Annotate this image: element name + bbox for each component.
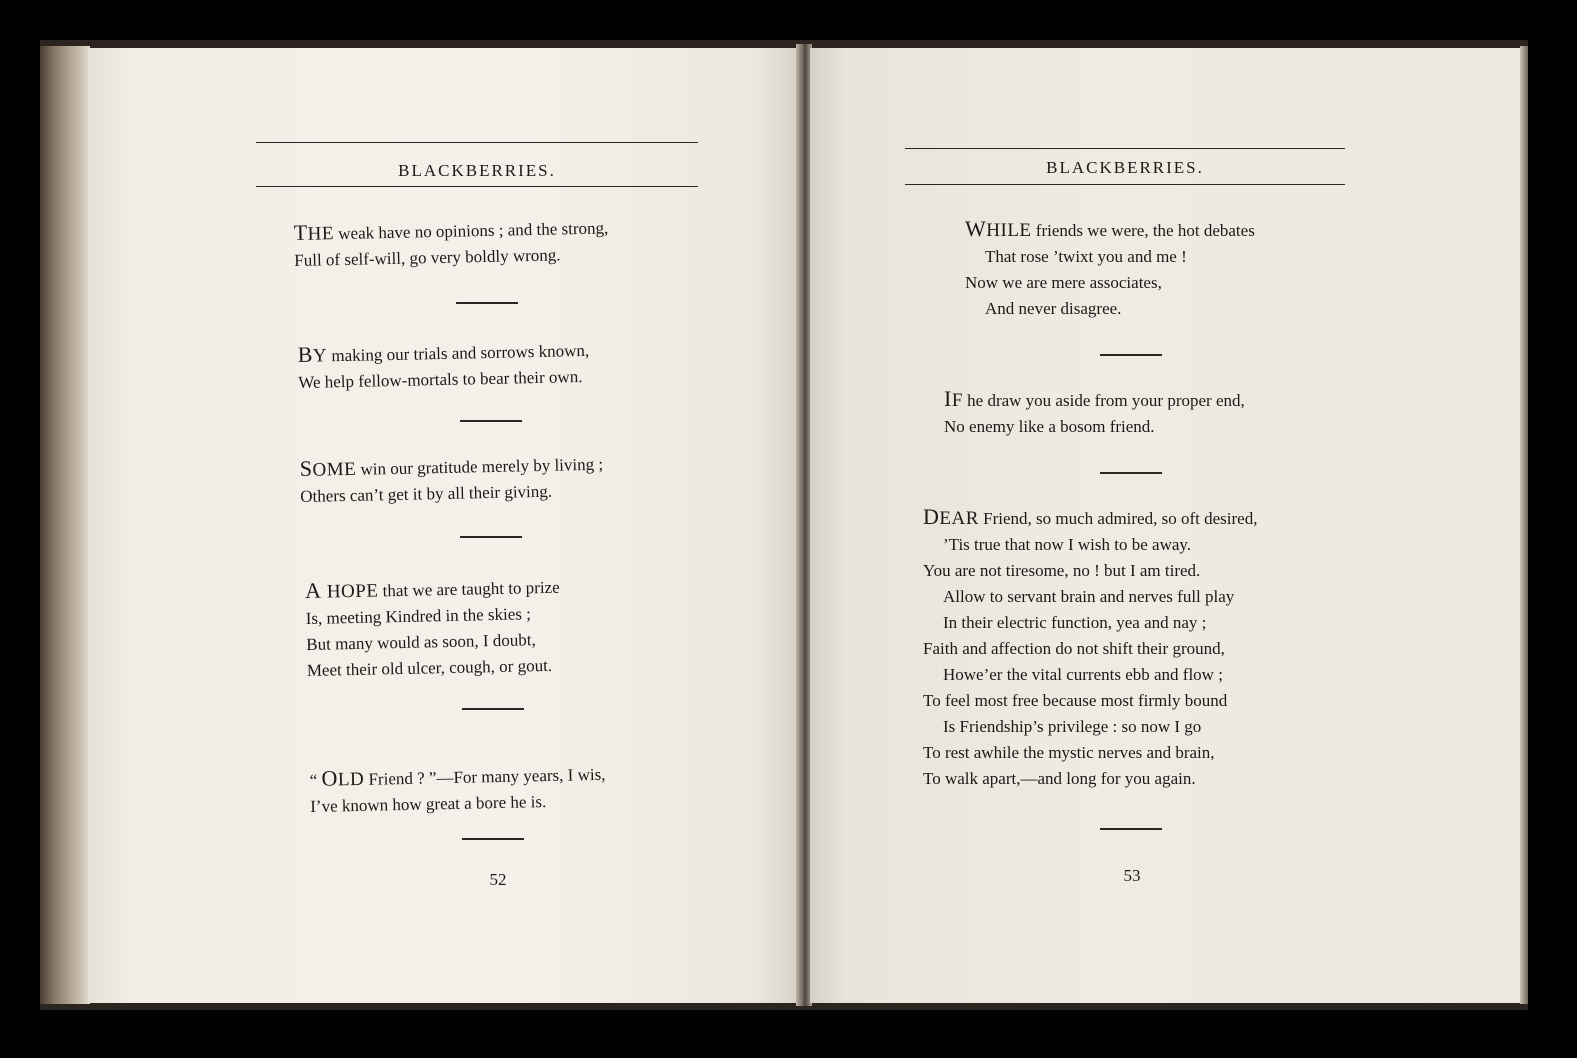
right-page — [810, 48, 1522, 1003]
section-divider — [1100, 354, 1162, 356]
section-divider — [1100, 472, 1162, 474]
verse-line: In their electric function, yea and nay ; — [943, 613, 1207, 632]
head-rule-bottom — [256, 186, 698, 187]
stanza — [309, 760, 606, 820]
verse-line: Howe’er the vital currents ebb and flow ; — [943, 665, 1223, 684]
verse-line: Allow to servant brain and nerves full play — [943, 587, 1235, 606]
verse-line: THE weak have no opinions ; and the strong, — [293, 218, 609, 246]
book-edge-right — [1520, 46, 1528, 1004]
section-divider — [462, 838, 524, 840]
open-book — [40, 40, 1528, 1010]
verse-line: BY making our trials and sorrows known, — [297, 340, 590, 368]
section-divider — [462, 708, 524, 710]
verse-line: ’Tis true that now I wish to be away. — [943, 535, 1192, 554]
verse-line: To feel most free because most firmly bound — [923, 691, 1228, 710]
verse-line: But many would as soon, I doubt, — [306, 630, 536, 654]
head-rule-bottom — [905, 184, 1345, 185]
verse-line: WHILE friends we were, the hot debates — [965, 216, 1255, 241]
verse-line: SOME win our gratitude merely by living ; — [299, 454, 604, 482]
verse-line: DEAR Friend, so much admired, so oft desired, — [923, 504, 1258, 529]
page-number: 53 — [1123, 866, 1141, 885]
stanza — [944, 386, 1245, 440]
verse-line: And never disagree. — [985, 299, 1122, 318]
stanza — [305, 573, 562, 684]
verse-line: You are not tiresome, no ! but I am tired. — [923, 561, 1201, 580]
head-rule-top — [256, 142, 698, 143]
stanza — [299, 450, 603, 510]
section-divider — [456, 302, 518, 304]
stanza — [297, 336, 590, 396]
verse-line: No enemy like a bosom friend. — [944, 417, 1155, 436]
verse-line: IF he draw you aside from your proper end, — [944, 386, 1245, 411]
verse-line: Is Friendship’s privilege : so now I go — [943, 717, 1202, 736]
stanza — [965, 216, 1255, 322]
verse-line: Full of self-will, go very boldly wrong. — [294, 245, 561, 270]
section-divider — [460, 420, 522, 422]
verse-line: Faith and affection do not shift their ground, — [923, 639, 1225, 658]
verse-line: That rose ’twixt you and me ! — [985, 247, 1187, 266]
section-divider — [460, 536, 522, 538]
verse-line: Others can’t get it by all their giving. — [300, 481, 553, 506]
section-divider — [1100, 828, 1162, 830]
stanza — [293, 213, 609, 274]
verse-line: “ OLD Friend ? ”—For many years, I wis, — [309, 764, 606, 791]
verse-line: To rest awhile the mystic nerves and brain, — [923, 743, 1215, 762]
running-head: BLACKBERRIES. — [398, 161, 556, 180]
left-page — [88, 48, 798, 1003]
verse-line: Meet their old ulcer, cough, or gout. — [306, 655, 553, 680]
book-edge-left — [40, 46, 90, 1004]
verse-line: We help fellow-mortals to bear their own. — [298, 367, 583, 392]
verse-line: A HOPE that we are taught to prize — [304, 577, 560, 604]
verse-line: Now we are mere associates, — [965, 273, 1162, 292]
verse-line: To walk apart,—and long for you again. — [923, 769, 1196, 788]
verse-line: I’ve known how great a bore he is. — [310, 792, 547, 816]
verse-line: Is, meeting Kindred in the skies ; — [305, 604, 532, 629]
head-rule-top — [905, 148, 1345, 149]
page-number: 52 — [489, 870, 507, 889]
running-head: BLACKBERRIES. — [1046, 158, 1204, 177]
stanza — [923, 504, 1257, 792]
